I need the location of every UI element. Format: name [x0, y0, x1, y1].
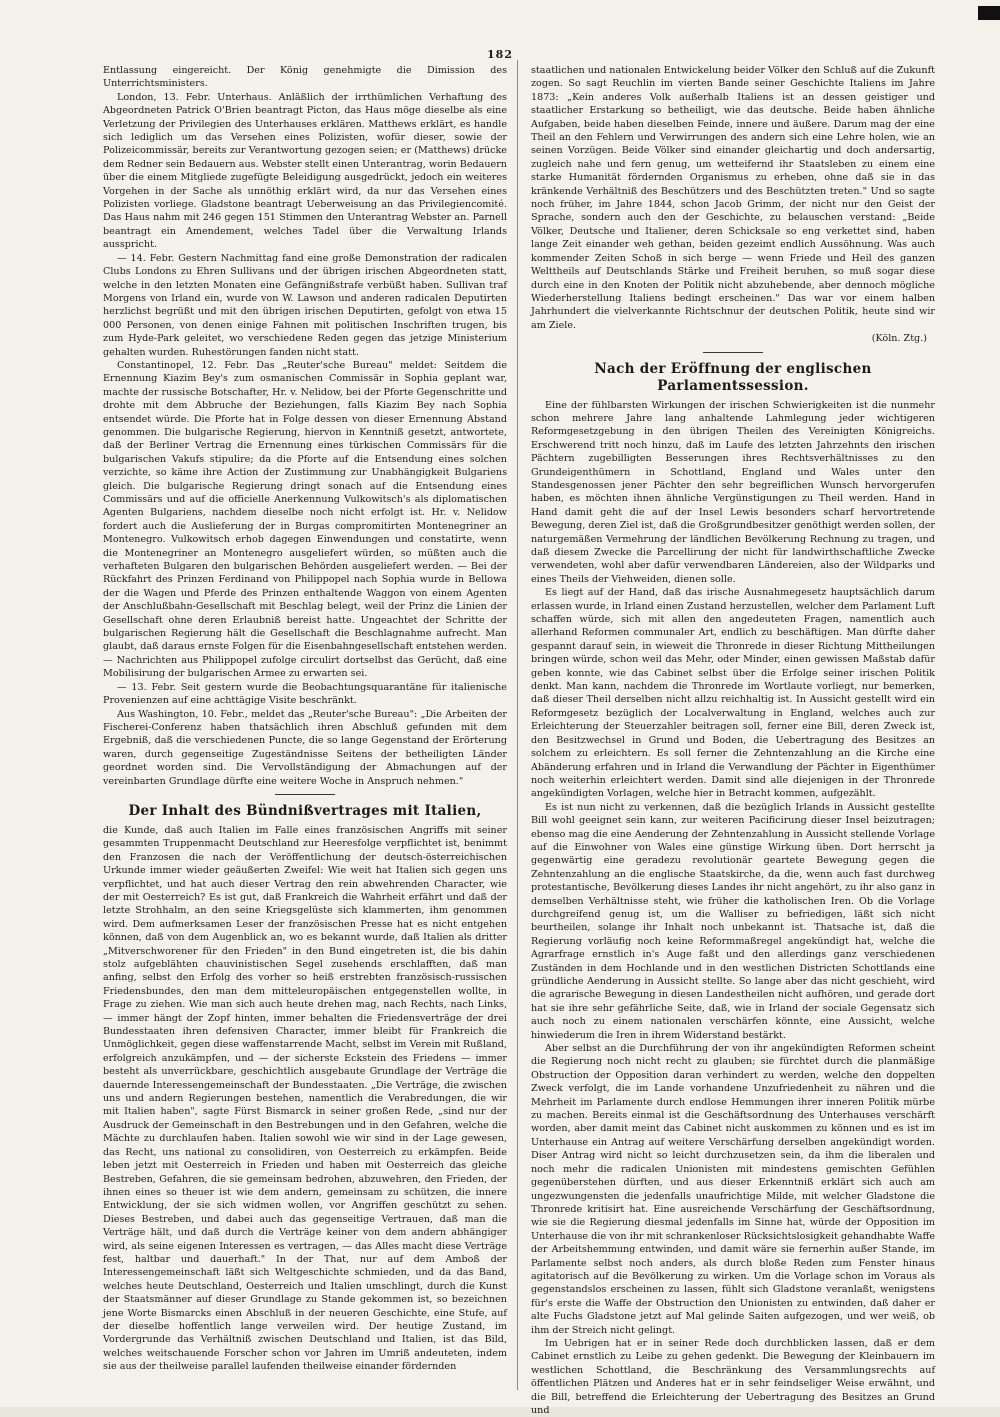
- news-item-london-demonstration: — 14. Febr. Gestern Nachmittag fand eine große Demonstration der radicalen Clubs Londons zu Ehren Sullivans und der übrigen irischen Abgeordneten statt, welche in den letzten Monaten eine Gefängnißstrafe verbüßt haben. Sullivan traf Morgens von Irland ein, wurde von W. Lawson und anderen radicalen Deputirten herzlichst begrüßt und mit den übrigen irischen Deputirten, gefolgt von etwa 15 000 Personen, von denen einige Fahnen mit politischen Inschriften trugen, bis zum Hyde-Park geleitet, wo verschiedene Reden gegen das jetzige Ministerium gehalten wurden. Ruhestörungen fanden nicht statt.: [103, 252, 507, 358]
- section-divider: [703, 352, 763, 353]
- article-parliament-para-1: Eine der fühlbarsten Wirkungen der irischen Schwierigkeiten ist die nunmehr schon mehrere Jahre lang anhaltende Lahmlegung jeder wichtigeren Reformgesetzgebung in den übrigen Theilen des Vereinigten Königreichs. Erschwerend tritt noch hinzu, daß im Laufe des letzten Jahrzehnts den irischen Pächtern zugebilligten Besserungen ihres Rechtsverhältnisses zu den Grundeigenthümern in Schottland, England und Wales unter den Standesgenossen jener Pächter den sehr begreiflichen Wunsch hervorgerufen haben, es möchten ihnen ähnliche Vergünstigungen zu Theil werden. Hand in Hand damit geht die auf der Insel Lewis besonders scharf hervortretende Bewegung, deren Ziel ist, daß die Großgrundbesitzer genöthigt werden sollen, der naturgemäßen Vermehrung der ländlichen Bevölkerung Rechnung zu tragen, und daß diesem Zwecke die Parcellirung der nicht für landwirthschaftliche Zwecke verwendeten, wohl aber dafür verwendbaren Ländereien, also der Wildparks und eines Theils der Viehweiden, dienen solle.: [531, 399, 935, 585]
- section-divider: [275, 794, 335, 795]
- news-item-ministers: Entlassung eingereicht. Der König genehmigte die Dimission des Unterrichtsministers.: [103, 65, 507, 90]
- news-item-quarantine: — 13. Febr. Seit gestern wurde die Beobachtungsquarantäne für italienische Provenienzen auf eine achttägige Visite beschränkt.: [103, 681, 507, 707]
- news-item-washington: Aus Washington, 10. Febr., meldet das „Reuter'sche Bureau": „Die Arbeiten der Fischerei-Conferenz haben thatsächlich ihren Abschluß gefunden mit dem Ergebniß, daß die verschiedenen Puncte, die so lange Gegenstand der Erörterung waren, durch gegenseitige Zugeständnisse Seitens der betheiligten Länder geordnet worden sind. Die Vervollständigung der Abmachungen auf der vereinbarten Grundlage dürfte eine weitere Woche in Anspruch nehmen.": [103, 708, 507, 787]
- article-heading-italy: Der Inhalt des Bündnißvertrages mit Italien,: [128, 802, 482, 819]
- left-column: [103, 64, 507, 1384]
- scan-corner-mark: [978, 6, 1000, 20]
- news-item-constantinople: Constantinopel, 12. Febr. Das „Reuter'sche Bureau" meldet: Seitdem die Ernennung Kiazim Bey's zum osmanischen Commissär in Sophia geplant war, machte der russische Botschafter, Hr. v. Nelidow, bei der Pforte Gegenschritte und drohte mit dem Abbruche der Beziehungen, falls Kiazim Bey nach Sophia entsendet würde. Die Pforte hat in Folge dessen von dieser Ernennung Abstand genommen. Die bulgarische Regierung, hiervon in Kenntniß gesetzt, antwortete, daß der Berliner Vertrag die Ernennung eines türkischen Commissärs für die bulgarischen Vakufs stipulire; da die Pforte auf die Entsendung eines solchen verzichte, so käme ihre Action der Zustimmung zur Unabhängigkeit Bulgariens gleich. Die bulgarische Regierung dringt sonach auf die Entsendung eines Commissärs und auf die officielle Anerkennung Vulkowitsch's als diplomatischen Agenten Bulgariens, nachdem dieselbe noch nicht erfolgt ist. Hr. v. Nelidow fordert auch die Auslieferung der in Burgas compromitirten Montenegriner an Montenegro. Vulkowitsch erhob dagegen Einwendungen und constatirte, wenn die Montenegriner an Montenegro ausgeliefert würden, so müßten auch die verhafteten Bulgaren den bulgarischen Behörden ausgeliefert werden. — Bei der Rückfahrt des Prinzen Ferdinand von Philippopel nach Sophia wurde in Bellowa der die Wagen und Pferde des Prinzen enthaltende Waggon von einem Agenten der Anschlußbahn-Gesellschaft mit Beschlag belegt, weil der Prinz die Linien der Gesellschaft ohne deren Erlaubniß bereist hatte. Ungeachtet der Schritte der bulgarischen Regierung hält die Gesellschaft die Beschlagnahme aufrecht. Man glaubt, daß daraus ernste Folgen für die Eisenbahngesellschaft entstehen werden. — Nachrichten aus Philippopel zufolge circulirt dortselbst das Gerücht, daß eine Mobilisirung der bulgarischen Armee zu erwarten sei.: [103, 359, 507, 680]
- news-item-london-commons: London, 13. Febr. Unterhaus. Anläßlich der irrthümlichen Verhaftung des Abgeordneten Patrick O'Brien beantragt Picton, das Haus möge dieselbe als eine Verletzung der Privilegien des Unterhauses erklären. Matthews erklärt, es handle sich lediglich um das Versehen eines Polizisten, wofür dieser, sowie der Polizeicommissär, bereits zur Verantwortung gezogen seien; er (Matthews) drücke dem Redner sein Bedauern aus. Webster stellt einen Unterantrag, worin Bedauern über die einem Mitgliede zugefügte Beleidigung ausgedrückt, jedoch ein weiteres Vorgehen in der Sache als unnöthig erklärt wird, da nur das Versehen eines Polizisten vorliege. Gladstone beantragt Ueberweisung an das Privilegiencomité. Das Haus nahm mit 246 gegen 151 Stimmen den Unterantrag Webster an. Parnell beantragt ein Amendement, welches Tadel über die Verwaltung Irlands ausspricht.: [103, 91, 507, 251]
- article-parliament-para-2: Es liegt auf der Hand, daß das irische Ausnahmegesetz hauptsächlich darum erlassen wurde, in Irland einen Zustand herzustellen, welcher dem Parlament Luft schaffen würde, sich mit allen den angedeuteten Fragen, namentlich auch allerhand Reformen communaler Art, endlich zu beschäftigen. Man dürfte daher gespannt darauf sein, in wieweit die Thronrede in dieser Richtung Mittheilungen bringen würde, schon weil das Mehr, oder Minder, einen gewissen Maßstab dafür geben konnte, wie das Cabinet selbst über die Erfolge seiner irischen Politik denkt. Man kann, nachdem die Thronrede im Wortlaute vorliegt, nur bemerken, daß dieser Theil derselben nicht allzu reichhaltig ist. In Aussicht gestellt wird ein Reformgesetz bezüglich der Localverwaltung in England, welches auch zur Erleichterung der Steuerzahler beitragen soll, ferner eine Bill, deren Zweck ist, den Besitzwechsel in Grund und Boden, die Uebertragung des Besitzes an solchem zu erleichtern. Es soll ferner die Zehntenzahlung an die Kirche eine Abänderung erfahren und in Irland die Verwandlung der Pächter in Eigenthümer noch weiterhin erleichtert werden. Damit sind alle diejenigen in der Thronrede angekündigten Vorlagen, welche hier in Betracht kommen, aufgezählt.: [531, 587, 935, 800]
- article-italy-continuation: staatlichen und nationalen Entwickelung beider Völker den Schluß auf die Zukunft zogen. So sagt Reuchlin im vierten Bande seiner Geschichte Italiens im Jahre 1873: „Kein anderes Volk außerhalb Italiens ist an dessen geistiger und staatlicher Erstarkung so betheiligt, wie das deutsche. Beide haben ähnliche Aufgaben, beide haben dieselben Feinde, innere und äußere. Darum mag der eine Theil an den Fehlern und Verwirrungen des andern sich eine Lehre holen, wie an seinen Vorzügen. Beide Völker sind einander gleichartig und doch andersartig, zugleich nahe und fern genug, um wetteifernd ihr Staatsleben zu einem eine starke Humanität fördernden Organismus zu erheben, ohne daß sie in das kränkende Verhältniß des Beschützers und des Beschützten treten." Und so sagte noch früher, im Jahre 1844, schon Jacob Grimm, der nicht nur den Geist der Sprache, sondern auch den der Geschichte, zu belauschen verstand: „Beide Völker, Deutsche und Italiener, deren Schicksale so eng verkettet sind, haben lange Zeit einander weh gethan, beiden gezeimt endlich Aussöhnung. Was auch kommender Zeiten Schoß in sich berge — wenn Friede und Heil des ganzen Welttheils auf Deutschlands Stärke und Freiheit beruhen, so muß sogar diese durch eine in den Knoten der Politik nicht abzuhebende, aber dennoch mögliche Wiederherstellung Italiens bedingt erscheinen." Das war vor einem halben Jahrhundert die vielverkannte Richtschnur der deutschen Politik, heute sind wir am Ziele.: [531, 65, 935, 331]
- article-source: (Köln. Ztg.): [871, 333, 927, 345]
- article-heading-parliament: Nach der Eröffnung der englischen Parlamentssession.: [594, 360, 872, 394]
- article-parliament-para-3: Es ist nun nicht zu verkennen, daß die bezüglich Irlands in Aussicht gestellte Bill wohl geeignet sein kann, zur weiteren Pacificirung dieser Insel beizutragen; ebenso mag die eine Aenderung der Zehntenzahlung in Aussicht stellende Vorlage auf die Einwohner von Wales eine günstige Wirkung üben. Dort herrscht ja gegenwärtig eine geradezu revolutionär geartete Bewegung gegen die Zehntenzahlung an die englische Staatskirche, da die, wenn auch fast durchweg protestantische, Bevölkerung dieses Landes ihr nicht angehört, zu ihr also ganz in demselben Verhältnisse steht, wie früher die katholischen Iren. Ob die Vorlage durchgreifend genug ist, um die Walliser zu befriedigen, läßt sich nicht beurtheilen, solange ihr Inhalt noch unbekannt ist. Thatsache ist, daß die Regierung vorläufig noch keine Reformmaßregel angekündigt hat, welche die Agrarfrage ernstlich in's Auge faßt und den allerdings ganz verschiedenen Zuständen in dem Hochlande und in den westlichen Districten Schottlands eine gründliche Aenderung in Aussicht stellte. So lange aber das nicht geschieht, wird die agrarische Bewegung in diesen Landestheilen nicht aufhören, und gerade dort hat sie ihre sehr gefährliche Seite, daß, wie in Irland der sociale Gegensatz sich auch noch zu einem nationalen verschärfen könnte, eine Aussicht, welche hinwiederum die Iren in ihrem Widerstand bestärkt.: [531, 801, 935, 1041]
- right-column: [531, 64, 935, 1416]
- article-italy-body: die Kunde, daß auch Italien im Falle eines französischen Angriffs mit seiner gesammten Truppenmacht Deutschland zur Heeresfolge verpflichtet ist, benimmt den Franzosen die nach der Veröffentlichung der deutsch-österreichischen Urkunde immer wieder geäußerten Zweifel: Wie weit hat Italien sich gegen uns verpflichtet, und hat auch dieser Vertrag den rein abwehrenden Character, wie der mit Oesterreich? Es ist gut, daß Frankreich die Wahrheit erfährt und daß der letzte Strohhalm, an den seine Kriegsgelüste sich klammerten, ihm genommen wird. Dem aufmerksamen Leser der französischen Presse hat es nicht entgehen können, daß von dem Augenblick an, wo es bekannt wurde, daß Italien als dritter „Mitverschworener für den Frieden" in den Bund eingetreten ist, die bis dahin stolz aufgeblähten chauvinistischen Segel zusehends erschlafften, daß man anfing, selbst den Erfolg des vorher so heiß erstrebten französisch-russischen Friedensbundes, den man dem mitteleuropäischen entgegenstellen wollte, in Frage zu ziehen. Wie man sich auch heute drehen mag, nach Rechts, nach Links, — immer hängt der Zopf hinten, immer behalten die Friedensverträge der drei Bundesstaaten ihren defensiven Character, immer bleibt für Frankreich die Unmöglichkeit, gegen diese waffenstarrende Macht, selbst im Verein mit Rußland, erfolgreich anzukämpfen, und — der sicherste Eckstein des Friedens — immer besteht als unverrückbare, geschichtlich ausgebaute Grundlage der Verträge die dauernde Interessengemeinschaft der Bundesstaaten. „Die Verträge, die zwischen uns und andern Regierungen bestehen, namentlich die Verabredungen, die wir mit Italien haben", sagte Fürst Bismarck in seiner großen Rede, „sind nur der Ausdruck der Gemeinschaft in den Bestrebungen und in den Gefahren, welche die Mächte zu durchlaufen haben. Italien sowohl wie wir sind in der Lage gewesen, das Recht, uns national zu consolidiren, von Oesterreich zu erkämpfen. Beide leben jetzt mit Oesterreich in Frieden und haben mit Oesterreich das gleiche Bestreben, Gefahren, die sie gemeinsam bedrohen, abzuwehren, den Frieden, der ihnen eines so theuer ist wie dem andern, gemeinsam zu schützen, die innere Entwicklung, der sie sich widmen wollen, vor Angriffen geschützt zu sehen. Dieses Bestreben, und dabei auch das gegenseitige Vertrauen, daß man die Verträge hält, und daß durch die Verträge keiner von dem andern abhängiger wird, als seine eigenen Interessen es vertragen, — das Alles macht diese Verträge fest, haltbar und dauerhaft." In der That, nur auf dem Amboß der Interessengemeinschaft läßt sich Weltgeschichte schmieden, und da das Band, welches heute Deutschland, Oesterreich und Italien umschlingt, durch die Kunst der Staatsmänner auf dieser Grundlage zu Stande gekommen ist, so bezeichnen jene Worte Bismarcks einen Abschluß in der neueren Geschichte, eine Stufe, auf der dieselbe hoffentlich lange verweilen wird. Der heutige Zustand, im Vordergrunde das Verhältniß zwischen Deutschland und Italien, ist das Bild, welches weitschauende Forscher schon vor Jahren im Umriß andeuteten, indem sie aus der theilweise parallel laufenden theilweise einander fördernden: [103, 824, 507, 1373]
- article-parliament-para-5: Im Uebrigen hat er in seiner Rede doch durchblicken lassen, daß er dem Cabinet ernstlich zu Leibe zu gehen gedenkt. Die Bewegung der Kleinbauern im westlichen Schottland, die Beschränkung des Versammlungsrechts auf öffentlichen Plätzen und Anderes hat er in sehr feindseliger Weise erwähnt, und die Bill, betreffend die Erleichterung der Uebertragung des Besitzes an Grund und: [531, 1337, 935, 1416]
- page-number: 182: [487, 48, 513, 61]
- article-parliament-para-4: Aber selbst an die Durchführung der von ihr angekündigten Reformen scheint die Regierung noch nicht recht zu glauben; sie fürchtet durch die planmäßige Obstruction der Opposition daran verhindert zu werden, welche den doppelten Zweck verfolgt, die im Lande vorhandene Unzufriedenheit zu nähren und die Mehrheit im Parlamente durch endlose Hemmungen ihrer inneren Politik mürbe zu machen. Bereits einmal ist die Geschäftsordnung des Unterhauses verschärft worden, aber damit meint das Cabinet nicht auskommen zu können und es ist im Unterhause ein Antrag auf weitere Verschärfung derselben angekündigt worden. Diser Antrag wird nicht so leicht durchzusetzen sein, da ihm die liberalen und noch mehr die radicalen Unionisten mit mindestens gemischten Gefühlen gegenüberstehen dürften, und aus dieser Erkenntniß erklärt sich auch am ungezwungensten die jedenfalls unaufrichtige Milde, mit welcher Gladstone die Thronrede kritisirt hat. Eine ausreichende Verschärfung der Geschäftsordnung, wie sie die Regierung diesmal jedenfalls im Sinne hat, würde der Opposition im Unterhause die von ihr mit schrankenloser Rücksichtslosigkeit gehandhabte Waffe der Arbeitshemmung entwinden, und damit wäre sie fernerhin außer Stande, im Parlamente selbst noch anders, als durch bloße Reden zum Fenster hinaus agitatorisch auf die Bevölkerung zu wirken. Um die Vorlage schon im Voraus als gegenstandslos erscheinen zu lassen, fühlt sich Gladstone veranlaßt, wenigstens für's erste die Waffe der Obstruction den Unionisten zu entwinden, daß daher er alte Fuchs Gladstone jetzt auf Mal gelinde Saiten aufgezogen, und wer weiß, ob ihm der Streich nicht gelingt.: [531, 1043, 935, 1336]
- column-rule: [517, 60, 518, 1390]
